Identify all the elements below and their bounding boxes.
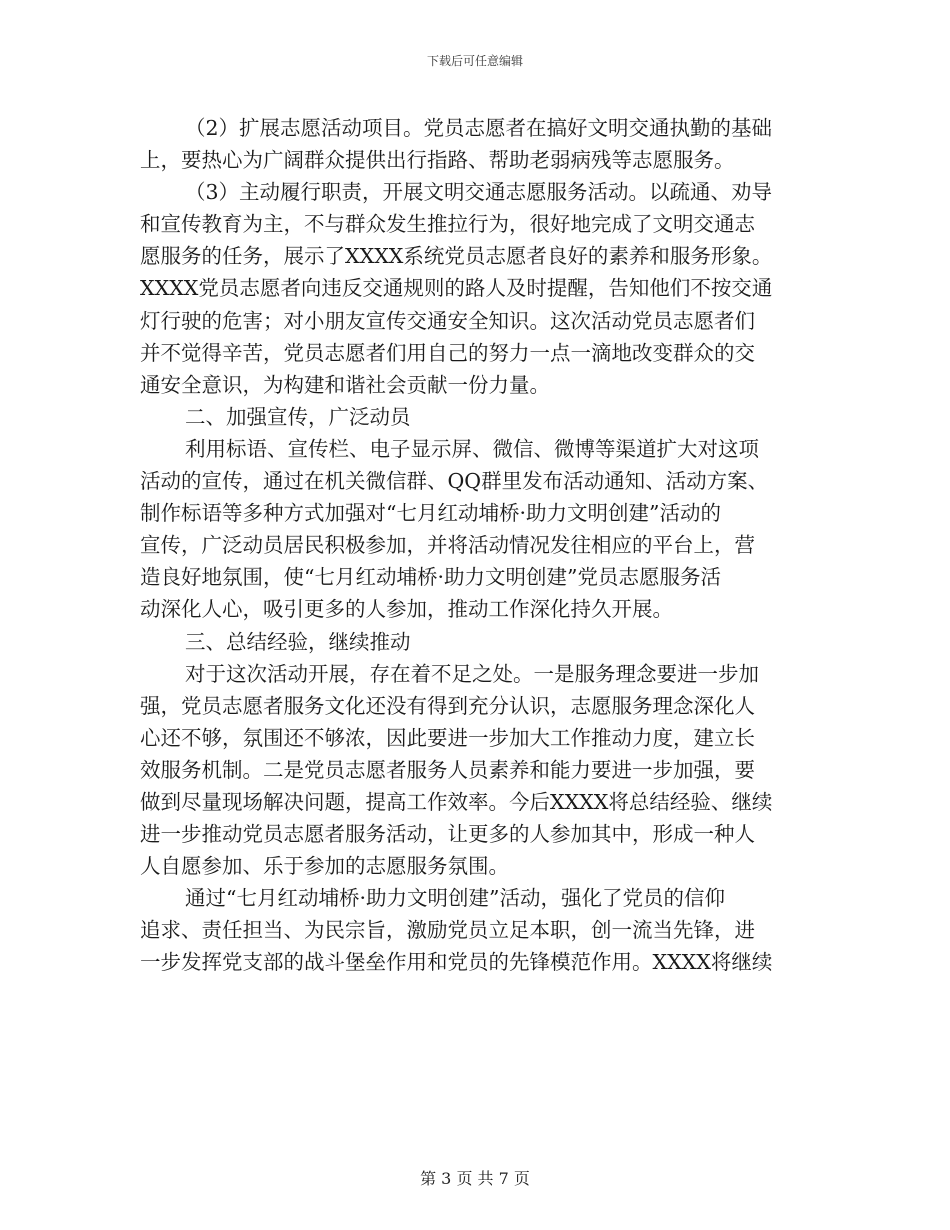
text-line: 强，党员志愿者服务文化还没有得到充分认识，志愿服务理念深化人 — [140, 693, 755, 718]
text-line: 制作标语等多种方式加强对“七月红动埔桥·助力文明创建”活动的 — [140, 501, 721, 526]
text-line: 活动的宣传，通过在机关微信群、QQ群里发布活动通知、活动方案、 — [140, 469, 769, 494]
text-line: 追求、责任担当、为民宗旨，激励党员立足本职，创一流当先锋，进 — [140, 918, 755, 943]
section-heading: 二、加强宣传，广泛动员 — [185, 404, 411, 429]
text-line: 上，要热心为广阔群众提供出行指路、帮助老弱病残等志愿服务。 — [140, 148, 735, 173]
text-line: 进一步推动党员志愿者服务活动，让更多的人参加其中，形成一种人 — [140, 822, 755, 847]
text-line: （3）主动履行职责，开展文明交通志愿服务活动。以疏通、劝导 — [185, 180, 773, 205]
text-line: 和宣传教育为主，不与群众发生推拉行为，很好地完成了文明交通志 — [140, 212, 755, 237]
text-line: （2）扩展志愿活动项目。党员志愿者在搞好文明交通执勤的基础 — [185, 116, 773, 140]
text-line: 通安全意识，为构建和谐社会贡献一份力量。 — [140, 372, 550, 397]
text-line: 对于这次活动开展，存在着不足之处。一是服务理念要进一步加 — [185, 661, 759, 686]
text-line: 造良好地氛围，使“七月红动埔桥·助力文明创建”党员志愿服务活 — [140, 565, 721, 590]
text-line: 通过“七月红动埔桥·助力文明创建”活动，强化了党员的信仰 — [185, 886, 725, 911]
text-line: XXXX党员志愿者向违反交通规则的路人及时提醒，告知他们不按交通 — [140, 276, 773, 301]
text-line: 动深化人心，吸引更多的人参加，推动工作深化持久开展。 — [140, 597, 673, 622]
page-header: 下载后可任意编辑 — [426, 54, 523, 68]
section-heading: 三、总结经验，继续推动 — [185, 629, 411, 654]
document-body — [140, 112, 805, 979]
text-line: 并不觉得辛苦，党员志愿者们用自己的努力一点一滴地改变群众的交 — [140, 340, 755, 365]
text-line: 一步发挥党支部的战斗堡垒作用和党员的先锋模范作用。XXXX将继续 — [140, 950, 773, 975]
text-line: 人自愿参加、乐于参加的志愿服务氛围。 — [140, 854, 509, 879]
text-line: 心还不够，氛围还不够浓，因此要进一步加大工作推动力度，建立长 — [140, 725, 755, 750]
text-line: 做到尽量现场解决问题，提高工作效率。今后XXXX将总结经验、继续 — [140, 789, 773, 814]
text-line: 愿服务的任务，展示了XXXX系统党员志愿者良好的素养和服务形象。 — [140, 244, 773, 269]
text-line: 宣传，广泛动员居民积极参加，并将活动情况发往相应的平台上，营 — [140, 533, 755, 558]
text-line: 灯行驶的危害；对小朋友宣传交通安全知识。这次活动党员志愿者们 — [140, 308, 755, 333]
page-number: 第 3 页 共 7 页 — [420, 1169, 530, 1188]
text-line: 效服务机制。二是党员志愿者服务人员素养和能力要进一步加强，要 — [140, 757, 755, 782]
text-line: 利用标语、宣传栏、电子显示屏、微信、微博等渠道扩大对这项 — [185, 436, 759, 461]
